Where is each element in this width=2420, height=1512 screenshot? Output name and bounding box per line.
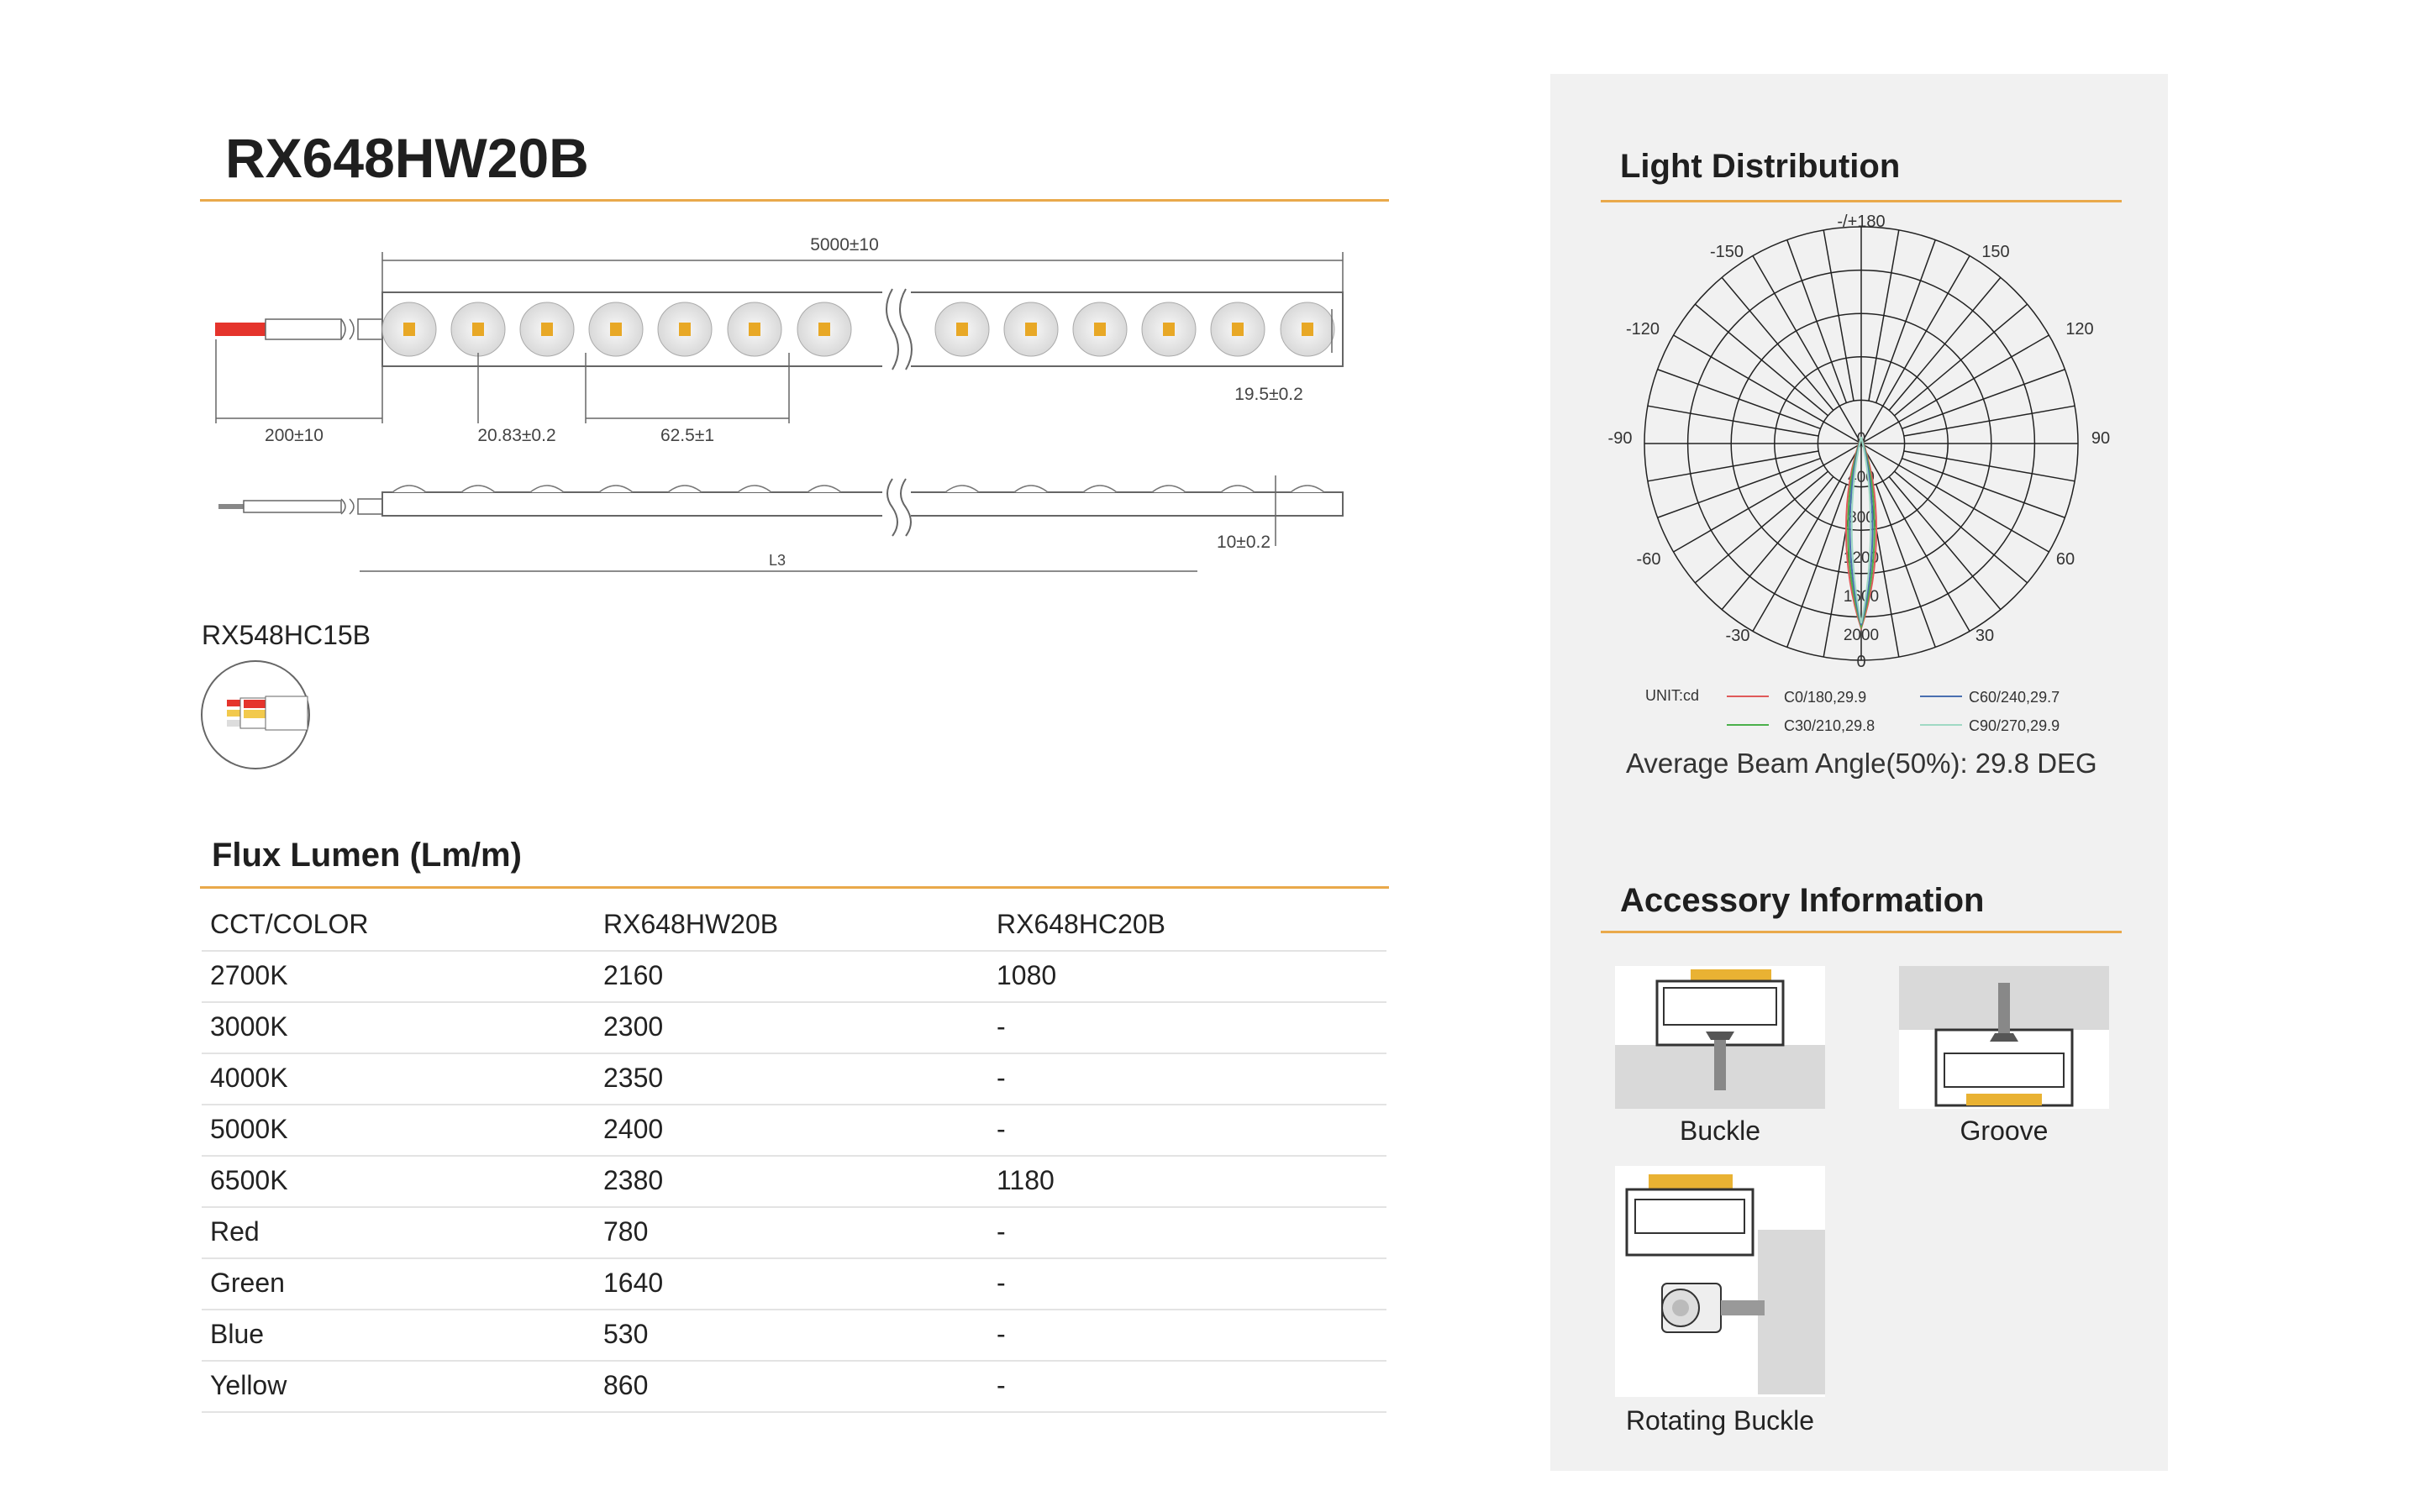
cell-cct: Blue	[210, 1319, 265, 1349]
angle-label-p150: 150	[1981, 243, 2010, 261]
cell-hc20b: 1080	[997, 960, 1057, 990]
angle-label-bottom: 0	[1856, 653, 1866, 670]
table-row	[202, 1053, 1386, 1105]
accessory-buckle-label: Buckle	[1679, 1116, 1761, 1146]
accessory-groove-label: Groove	[1960, 1116, 2049, 1146]
unit-label: UNIT:cd	[1645, 687, 1700, 704]
polar-spoke	[1876, 484, 1936, 647]
light-distribution-heading: Light Distribution	[1620, 148, 1901, 185]
polar-spoke	[1648, 451, 1818, 481]
polar-spoke	[1895, 304, 2028, 416]
cell-hw20b: 2380	[603, 1165, 664, 1195]
polar-spoke	[1876, 240, 1936, 403]
accessory-rotating-buckle-label: Rotating Buckle	[1625, 1405, 1815, 1436]
header-hc20b: RX648HC20B	[997, 909, 1165, 939]
table-row	[202, 950, 1386, 1003]
cell-hw20b: 780	[603, 1216, 649, 1247]
polar-spoke	[1889, 277, 2001, 410]
legend-c0: C0/180,29.9	[1784, 689, 1867, 706]
cell-hc20b: 1180	[997, 1165, 1055, 1195]
cell-hc20b: -	[997, 1268, 1006, 1298]
cell-hc20b: -	[997, 1216, 1006, 1247]
radial-label: 1600	[1843, 588, 1880, 606]
polar-spoke	[1902, 370, 2065, 429]
strip-drawing	[193, 218, 1403, 596]
radial-label: 800	[1848, 509, 1875, 527]
radial-label: 400	[1848, 469, 1875, 486]
angle-label-m30: -30	[1725, 627, 1750, 645]
header-cct: CCT/COLOR	[210, 909, 369, 939]
cell-cct: Yellow	[210, 1370, 287, 1400]
table-row	[202, 1309, 1386, 1362]
cell-hw20b: 2350	[603, 1063, 664, 1093]
dim-cable: 200±10	[265, 426, 324, 445]
rotating-buckle-image	[1615, 1166, 1825, 1397]
cell-cct: 3000K	[210, 1011, 288, 1042]
cell-hw20b: 2160	[603, 960, 664, 990]
legend	[1727, 685, 2080, 735]
accessory-heading: Accessory Information	[1620, 882, 1985, 919]
polar-spoke	[1895, 471, 2028, 583]
polar-diagram	[1597, 208, 2134, 670]
polar-spoke	[1889, 477, 2001, 610]
polar-spoke	[1823, 230, 1854, 401]
angle-label-m120: -120	[1625, 320, 1660, 339]
dim-l3: L3	[768, 552, 786, 569]
table-header	[202, 899, 1386, 952]
polar-spoke	[1902, 459, 2065, 518]
ld-rule	[1601, 200, 2122, 202]
cell-cct: 6500K	[210, 1165, 288, 1195]
radial-label: 0	[1856, 430, 1866, 448]
cell-cct: Red	[210, 1216, 260, 1247]
polar-spoke	[1869, 230, 1899, 401]
cell-hc20b: -	[997, 1370, 1006, 1400]
angle-label-m150: -150	[1709, 243, 1744, 261]
title-rule	[200, 199, 1389, 202]
dim-led: 20.83±0.2	[477, 426, 556, 445]
cell-cct: 5000K	[210, 1114, 288, 1144]
table-row	[202, 1155, 1386, 1208]
polar-spoke	[1658, 370, 1821, 429]
cell-hw20b: 860	[603, 1370, 649, 1400]
table-row	[202, 1104, 1386, 1157]
table-row	[202, 1001, 1386, 1054]
table-row	[202, 1257, 1386, 1310]
polar-spoke	[1648, 406, 1818, 436]
cell-hc20b: -	[997, 1319, 1006, 1349]
polar-spoke	[1904, 451, 2075, 481]
accessory-rule	[1601, 931, 2122, 933]
cell-hc20b: -	[997, 1114, 1006, 1144]
polar-spoke	[1722, 477, 1833, 610]
cell-hw20b: 2400	[603, 1114, 664, 1144]
angle-label-m90: -90	[1607, 429, 1633, 448]
dim-length: 5000±10	[810, 235, 879, 255]
angle-label-p30: 30	[1975, 627, 1995, 645]
table-row	[202, 1360, 1386, 1413]
cell-cct: 4000K	[210, 1063, 288, 1093]
cell-cct: 2700K	[210, 960, 288, 990]
product-title: RX648HW20B	[225, 127, 589, 189]
legend-c60: C60/240,29.7	[1969, 689, 2060, 706]
angle-label-p90: 90	[2091, 429, 2111, 448]
polar-spoke	[1695, 304, 1828, 416]
cell-hw20b: 2300	[603, 1011, 664, 1042]
cell-cct: Green	[210, 1268, 285, 1298]
angle-label-p120: 120	[2065, 320, 2094, 339]
table-row	[202, 1206, 1386, 1259]
cell-hc20b: -	[997, 1063, 1006, 1093]
polar-spoke	[1658, 459, 1821, 518]
header-hw20b: RX648HW20B	[603, 909, 779, 939]
buckle-image	[1615, 966, 1825, 1109]
cell-hw20b: 530	[603, 1319, 649, 1349]
polar-spoke	[1722, 277, 1833, 410]
polar-spoke	[1787, 240, 1847, 403]
legend-c30: C30/210,29.8	[1784, 717, 1876, 734]
legend-c90: C90/270,29.9	[1969, 717, 2060, 734]
radial-label: 1200	[1843, 549, 1880, 567]
radial-label: 2000	[1843, 627, 1880, 644]
connector-icon	[200, 659, 314, 774]
dim-height: 10±0.2	[1216, 533, 1271, 552]
connector-label: RX548HC15B	[202, 620, 371, 650]
dim-width: 19.5±0.2	[1234, 385, 1303, 404]
polar-spoke	[1695, 471, 1828, 583]
flux-rule	[200, 886, 1389, 889]
groove-image	[1899, 966, 2109, 1109]
angle-label-m60: -60	[1636, 550, 1661, 569]
beam-angle: Average Beam Angle(50%): 29.8 DEG	[1626, 748, 2097, 779]
angle-label-top: -/+180	[1837, 213, 1886, 231]
polar-spoke	[1904, 406, 2075, 436]
dim-pitch: 62.5±1	[660, 426, 715, 445]
cell-hw20b: 1640	[603, 1268, 664, 1298]
flux-heading: Flux Lumen (Lm/m)	[212, 837, 522, 874]
polar-spoke	[1787, 484, 1847, 647]
angle-label-p60: 60	[2055, 550, 2075, 569]
cell-hc20b: -	[997, 1011, 1006, 1042]
